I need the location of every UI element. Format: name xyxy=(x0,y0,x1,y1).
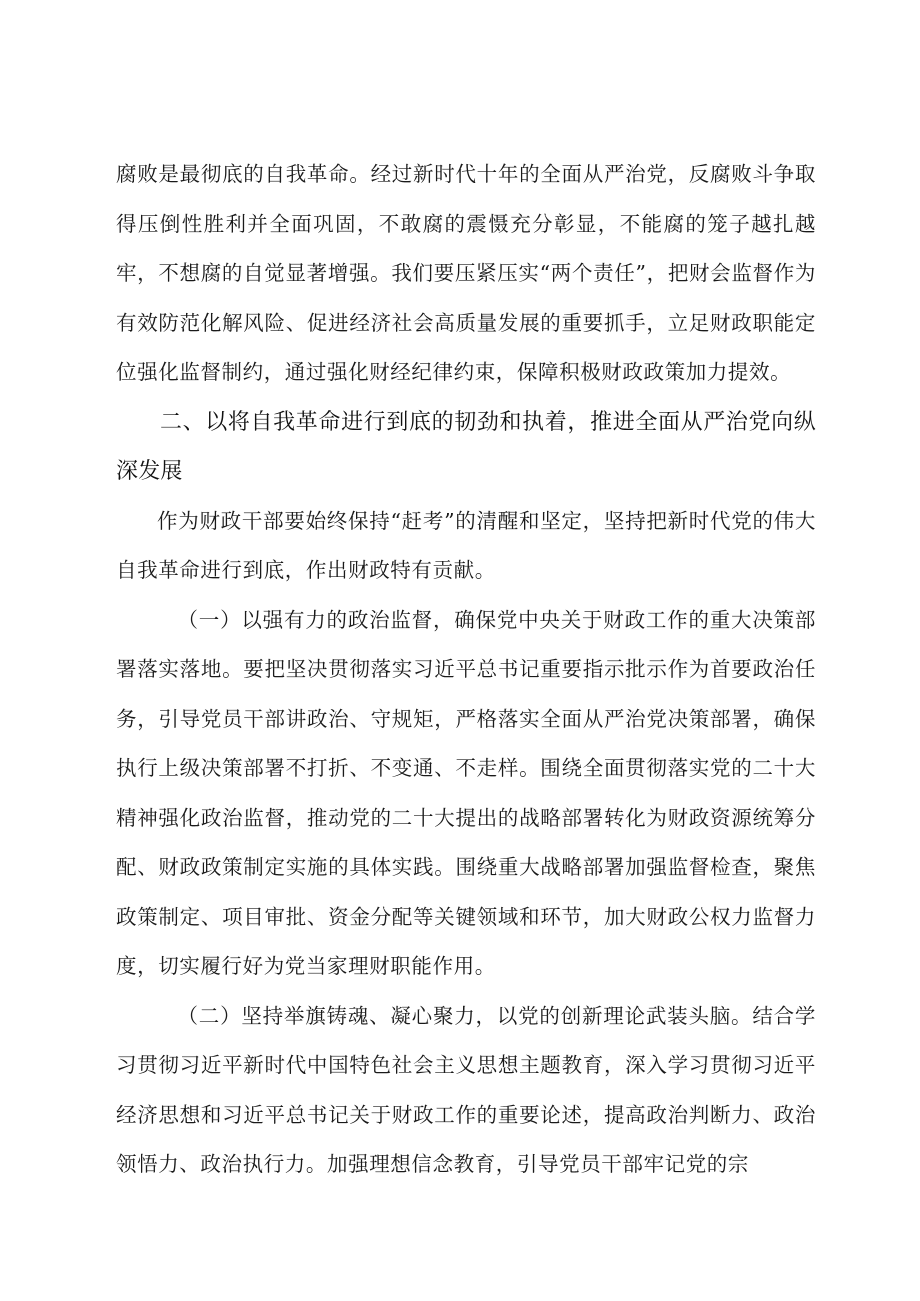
section-heading-2: 二、以将自我革命进行到底的韧劲和执着，推进全面从严治党向纵深发展 xyxy=(116,409,816,484)
document-body xyxy=(116,150,816,1190)
body-paragraph-1: 腐败是最彻底的自我革命。经过新时代十年的全面从严治党，反腐败斗争取得压倒性胜利并全面巩固，不敢腐的震慑充分彰显，不能腐的笼子越扎越牢，不想腐的自觉显著增强。我们要压紧压实“两个责任”，把财会监督作为有效防范化解风险、促进经济社会高质量发展的重要抓手，立足财政职能定位强化监督制约，通过强化财经纪律约束，保障积极财政政策加力提效。 xyxy=(116,162,816,384)
body-paragraph-2: 作为财政干部要始终保持“赶考”的清醒和坚定，坚持把新时代党的伟大自我革命进行到底，作出财政特有贡献。 xyxy=(116,508,816,582)
body-paragraph-3: （一）以强有力的政治监督，确保党中央关于财政工作的重大决策部署落实落地。要把坚决贯彻落实习近平总书记重要指示批示作为首要政治任务，引导党员干部讲政治、守规矩，严格落实全面从严治党决策部署，确保执行上级决策部署不打折、不变通、不走样。围绕全面贯彻落实党的二十大精神强化政治监督，推动党的二十大提出的战略部署转化为财政资源统筹分配、财政政策制定实施的具体实践。围绕重大战略部署加强监督检查，聚焦政策制定、项目审批、资金分配等关键领域和环节，加大财政公权力监督力度，切实履行好为党当家理财职能作用。 xyxy=(116,607,816,978)
body-paragraph-4: （二）坚持举旗铸魂、凝心聚力，以党的创新理论武装头脑。结合学习贯彻习近平新时代中国特色社会主义思想主题教育，深入学习贯彻习近平经济思想和习近平总书记关于财政工作的重要论述，提高政治判断力、政治领悟力、政治执行力。加强理想信念教育，引导党员干部牢记党的宗 xyxy=(116,1003,816,1176)
